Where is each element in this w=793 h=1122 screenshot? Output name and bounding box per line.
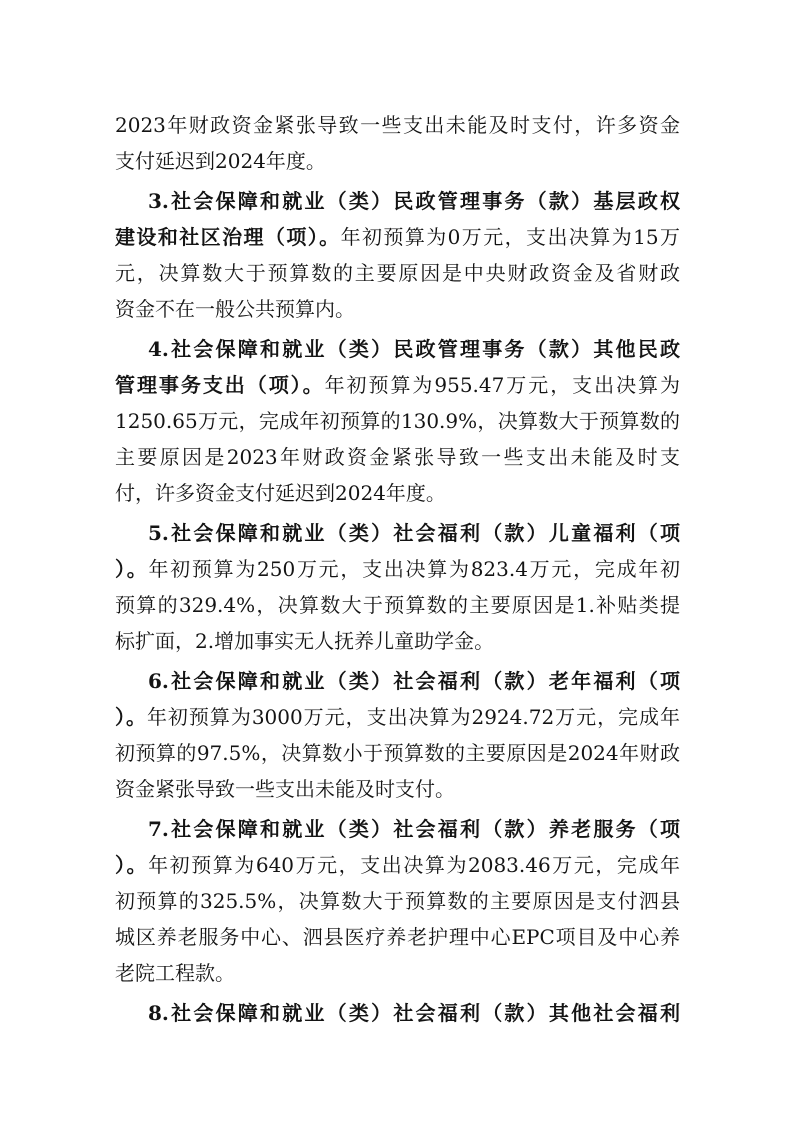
- body-text: 元，决算数大于预算数的主要原因是中央财政资金及省财政: [115, 261, 680, 285]
- body-text: 年初预算为250万元，支出决算为823.4万元，完成年初: [148, 557, 680, 581]
- body-text: 预算的329.4%，决算数大于预算数的主要原因是1.补贴类提: [115, 593, 680, 617]
- body-text: 年初预算为640万元，支出决算为2083.46万元，完成年: [148, 853, 680, 877]
- body-text: 支付延迟到2024年度。: [115, 149, 326, 173]
- body-text: 付，许多资金支付延迟到2024年度。: [115, 481, 446, 505]
- text-line: [115, 955, 680, 991]
- body-text: 初预算的97.5%，决算数小于预算数的主要原因是2024年财政: [115, 741, 680, 765]
- body-text: 年初预算为0万元，支出决算为15万: [340, 225, 680, 249]
- text-line: [115, 735, 680, 771]
- text-line: [115, 219, 680, 255]
- text-line: [115, 847, 680, 883]
- text-line: [115, 811, 680, 847]
- bold-heading: 7.社会保障和就业（类）社会福利（款）养老服务（项: [148, 817, 680, 841]
- paragraph-item-6: [115, 663, 680, 807]
- body-text: 初预算的325.5%，决算数大于预算数的主要原因是支付泗县: [115, 889, 680, 913]
- text-line: [115, 143, 680, 179]
- document-body: [115, 107, 680, 1031]
- bold-heading: 4.社会保障和就业（类）民政管理事务（款）其他民政: [148, 337, 680, 361]
- bold-heading: 6.社会保障和就业（类）社会福利（款）老年福利（项: [148, 669, 680, 693]
- text-line: [115, 883, 680, 919]
- text-line: [115, 771, 680, 807]
- bold-heading: ）。: [115, 557, 149, 581]
- text-line: [115, 183, 680, 219]
- bold-heading: 3.社会保障和就业（类）民政管理事务（款）基层政权: [148, 189, 680, 213]
- text-line: [115, 919, 680, 955]
- paragraph-item-8: [115, 995, 680, 1031]
- text-line: [115, 551, 680, 587]
- body-text: 2023年财政资金紧张导致一些支出未能及时支付，许多资金: [115, 113, 680, 137]
- body-text: 城区养老服务中心、泗县医疗养老护理中心EPC项目及中心养: [115, 925, 680, 949]
- bold-heading: 管理事务支出（项）。: [115, 373, 325, 397]
- text-line: [115, 475, 680, 511]
- text-line: [115, 107, 680, 143]
- body-text: 资金不在一般公共预算内。: [115, 297, 355, 321]
- text-line: [115, 623, 680, 659]
- body-text: 1250.65万元，完成年初预算的130.9%，决算数大于预算数的: [115, 409, 680, 433]
- bold-heading: 5.社会保障和就业（类）社会福利（款）儿童福利（项: [148, 521, 680, 545]
- bold-heading: ）。: [115, 853, 149, 877]
- paragraph-item-3: [115, 183, 680, 327]
- paragraph-item-7: [115, 811, 680, 991]
- text-line: [115, 515, 680, 551]
- bold-heading: 8.社会保障和就业（类）社会福利（款）其他社会福利: [148, 1001, 680, 1025]
- paragraph-item-5: [115, 515, 680, 659]
- text-line: [115, 291, 680, 327]
- text-line: [115, 663, 680, 699]
- bold-heading: ）。: [115, 705, 147, 729]
- body-text: 老院工程款。: [115, 961, 235, 985]
- body-text: 主要原因是2023年财政资金紧张导致一些支出未能及时支: [115, 445, 680, 469]
- body-text: 标扩面，2.增加事实无人抚养儿童助学金。: [115, 629, 495, 653]
- body-text: 资金紧张导致一些支出未能及时支付。: [115, 777, 455, 801]
- paragraph-item-4: [115, 331, 680, 511]
- text-line: [115, 403, 680, 439]
- text-line: [115, 439, 680, 475]
- body-text: 年初预算为955.47万元，支出决算为: [324, 373, 680, 397]
- text-line: [115, 331, 680, 367]
- text-line: [115, 995, 680, 1031]
- text-line: [115, 367, 680, 403]
- text-line: [115, 699, 680, 735]
- body-text: 年初预算为3000万元，支出决算为2924.72万元，完成年: [146, 705, 680, 729]
- bold-heading: 建设和社区治理（项）。: [115, 225, 341, 249]
- paragraph-continuation: [115, 107, 680, 179]
- text-line: [115, 255, 680, 291]
- text-line: [115, 587, 680, 623]
